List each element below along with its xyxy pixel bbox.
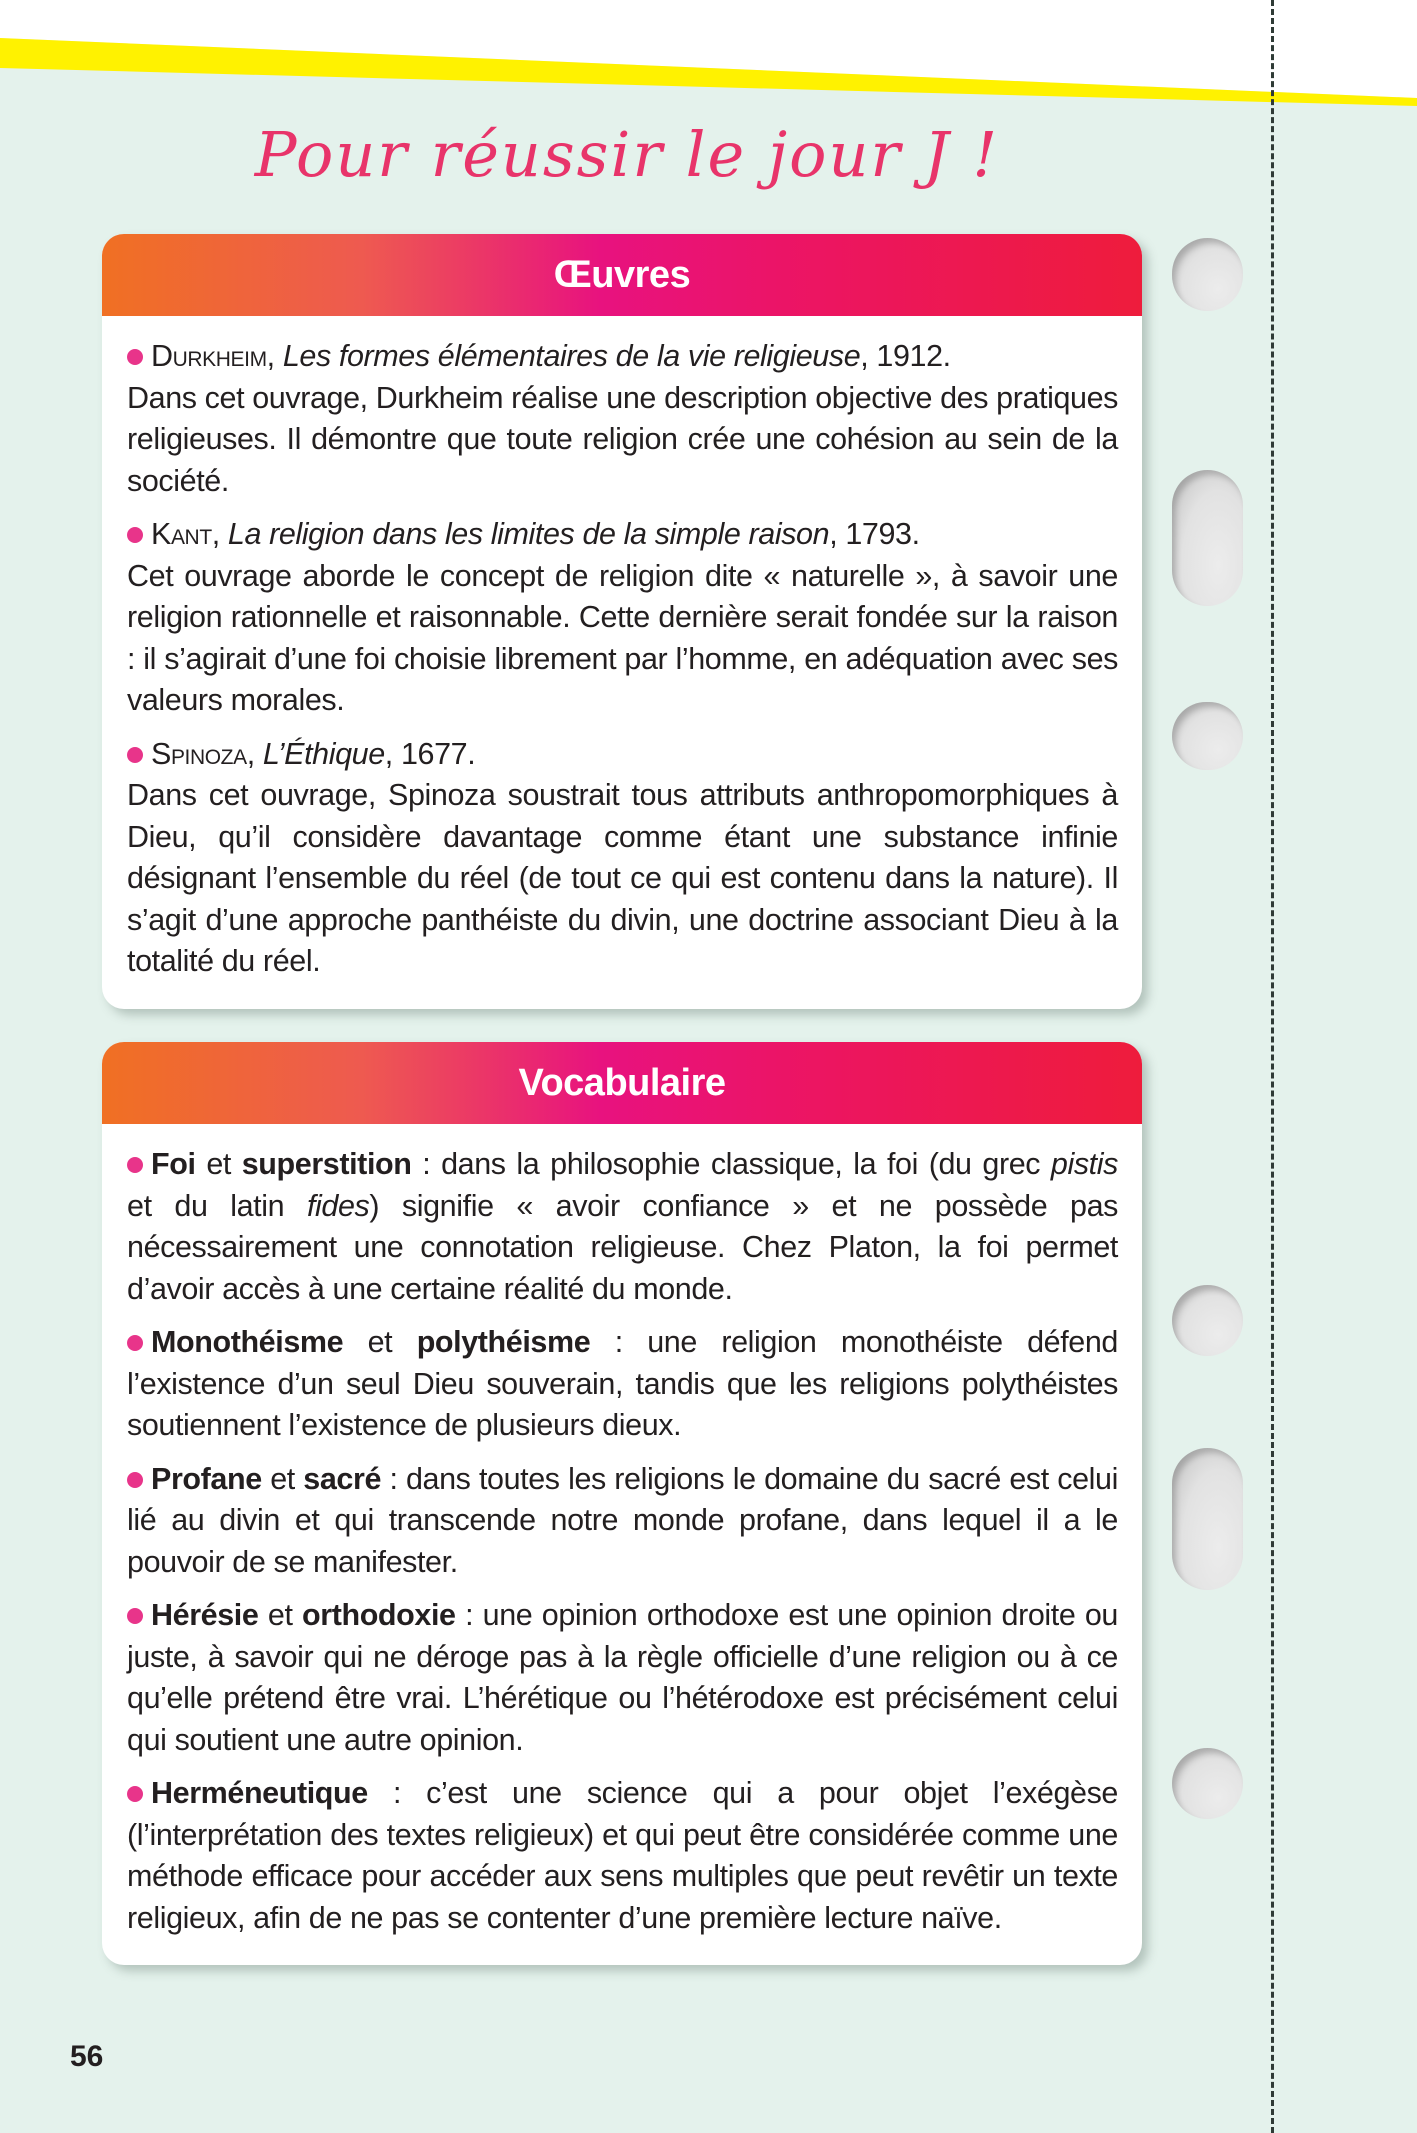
- bullet-icon: [127, 747, 143, 763]
- term: Profane: [151, 1461, 262, 1496]
- binder-hole: [1172, 1448, 1243, 1590]
- year: , 1677.: [384, 736, 476, 771]
- page-title: Pour réussir le jour J !: [254, 118, 1000, 191]
- bullet-icon: [127, 1157, 143, 1173]
- vocab-item: [127, 1322, 1118, 1447]
- bullet-icon: [127, 1786, 143, 1802]
- oeuvre-item: Kant, La religion dans les limites de la simple raison, 1793. Cet ouvrage aborde le concept de religion dite « naturelle », à savoir une religion rationnelle et raisonnable. Cette dernière serait fondée sur la raison : il s’agirait d’une foi choisie librement par l’homme, en adéquation avec ses valeurs morales.: [127, 517, 1118, 717]
- work-title: Les formes élémentaires de la vie religieuse: [282, 339, 861, 373]
- binder-hole: [1172, 470, 1243, 606]
- bullet-icon: [127, 1335, 143, 1351]
- oeuvres-heading: Œuvres: [102, 234, 1142, 316]
- oeuvre-item: Durkheim, Les formes élémentaires de la vie religieuse, 1912. Dans cet ouvrage, Durkheim réalise une description objective des pratiques religieuses. Il démontre que toute religion crée une cohésion au sein de la société.: [127, 339, 1119, 498]
- binder-hole: [1172, 1285, 1243, 1356]
- conjunction: et: [261, 1461, 304, 1496]
- vocab-item: [127, 1459, 1118, 1584]
- definition: : dans la philosophie classique, la foi (du grec: [411, 1147, 1051, 1181]
- vocab-item: [127, 1144, 1118, 1310]
- bullet-icon: [127, 527, 143, 543]
- definition: ) signifie « avoir confiance » et ne possède pas nécessairement une connotation religieuse. Chez Platon, la foi permet d’avoir accès à une certaine réalité du monde.: [127, 1188, 1119, 1306]
- term: Hérésie: [151, 1598, 259, 1632]
- vocab-item: [127, 1773, 1118, 1939]
- oeuvre-item: Spinoza, L’Éthique, 1677. Dans cet ouvrage, Spinoza soustrait tous attributs anthropomorphiques à Dieu, qu’il considère davantage comme étant une substance infinie désignant l’ensemble du réel (de tout ce qui est contenu dans la nature). Il s’agit d’une approche panthéiste du divin, une doctrine associant Dieu à la totalité du réel.: [127, 736, 1118, 978]
- definition: : c’est une science qui a pour objet l’exégèse (l’interprétation des textes religieux) et qui peut être considérée comme une méthode efficace pour accéder aux sens multiples que peut revêtir un texte religieux, afin de ne pas se contenter d’une première lecture naïve.: [127, 1776, 1118, 1935]
- description: Cet ouvrage aborde le concept de religion dite « naturelle », à savoir une religion rationnelle et raisonnable. Cette dernière serait fondée sur la raison : il s’agirait d’une foi choisie librement par l’homme, en adéquation avec ses valeurs morales.: [127, 558, 1118, 717]
- vocab-item: [127, 1595, 1118, 1761]
- binder-hole: [1172, 702, 1243, 770]
- definition: : une religion monothéiste défend l’existence d’un seul Dieu souverain, tandis que les religions polythéistes soutiennent l’existence de plusieurs dieux.: [127, 1325, 1118, 1442]
- latin-word: fides: [306, 1188, 370, 1223]
- author: Durkheim: [151, 339, 267, 373]
- binder-hole: [1172, 1748, 1243, 1819]
- perforation-line: [1271, 0, 1274, 2133]
- description: Dans cet ouvrage, Spinoza soustrait tous attributs anthropomorphiques à Dieu, qu’il considère davantage comme étant une substance infinie désignant l’ensemble du réel (de tout ce qui est contenu dans la nature). Il s’agit d’une approche panthéiste du divin, une doctrine associant Dieu à la totalité du réel.: [127, 778, 1118, 978]
- definition: : une opinion orthodoxe est une opinion droite ou juste, à savoir qui ne déroge pas à la règle officielle d’une religion ou à ce qu’elle prétend être vrai. L’hérétique ou l’hétérodoxe est précisément celui qui soutient une autre opinion.: [127, 1598, 1118, 1757]
- year: , 1912.: [860, 339, 951, 373]
- author: Spinoza: [151, 736, 247, 771]
- bullet-icon: [127, 349, 143, 365]
- vocabulaire-heading: Vocabulaire: [102, 1042, 1142, 1124]
- definition: : dans toutes les religions le domaine du sacré est celui lié au divin et qui transcende notre monde profane, dans lequel il a le pouvoir de se manifester.: [127, 1461, 1118, 1579]
- bullet-icon: [127, 1472, 143, 1488]
- oeuvres-card: [102, 234, 1142, 1009]
- term: Foi: [151, 1147, 196, 1181]
- work-title: La religion dans les limites de la simple raison: [227, 517, 830, 551]
- conjunction: et: [258, 1598, 303, 1632]
- term: Monothéisme: [151, 1325, 344, 1359]
- description: Dans cet ouvrage, Durkheim réalise une description objective des pratiques religieuses. Il démontre que toute religion crée une cohésion au sein de la société.: [127, 380, 1119, 498]
- term: sacré: [303, 1461, 382, 1496]
- greek-word: pistis: [1050, 1147, 1118, 1181]
- conjunction: et: [343, 1325, 417, 1359]
- bullet-icon: [127, 1608, 143, 1624]
- page-number: 56: [70, 2040, 104, 2073]
- vocabulaire-card: [102, 1042, 1142, 1965]
- term: superstition: [241, 1147, 412, 1181]
- conjunction: et: [195, 1147, 242, 1181]
- term: orthodoxie: [302, 1598, 456, 1632]
- year: , 1793.: [829, 517, 920, 551]
- definition: et du latin: [127, 1188, 307, 1223]
- term: polythéisme: [416, 1325, 591, 1359]
- work-title: L’Éthique: [262, 736, 385, 771]
- binder-hole: [1172, 238, 1243, 311]
- author: Kant: [151, 517, 212, 551]
- term: Herméneutique: [151, 1776, 368, 1810]
